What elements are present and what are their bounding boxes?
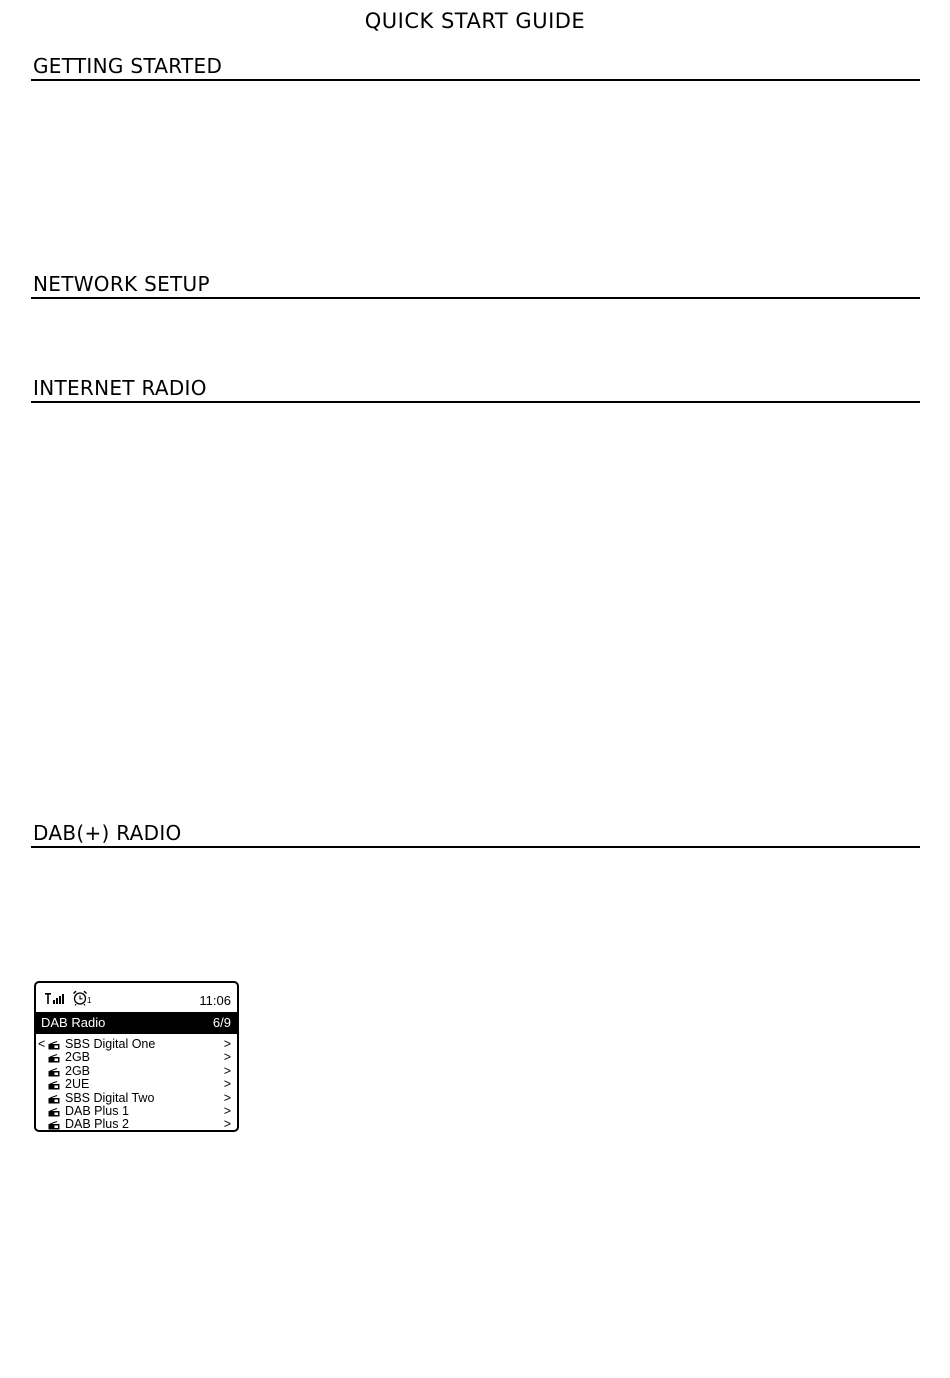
- list-item[interactable]: [36, 1118, 237, 1131]
- list-item[interactable]: [36, 1092, 237, 1105]
- chevron-right-icon: >: [223, 1037, 231, 1051]
- station-name: DAB Plus 2: [65, 1117, 129, 1132]
- chevron-right-icon: >: [223, 1090, 231, 1105]
- section-internet-radio: [31, 373, 920, 403]
- chevron-right-icon: >: [223, 1077, 231, 1092]
- station-list: [36, 1038, 237, 1132]
- list-item[interactable]: [36, 1038, 237, 1051]
- chevron-right-icon: >: [223, 1050, 231, 1065]
- radio-station-icon: [48, 1095, 60, 1104]
- display-header-position: 6/9: [212, 1015, 231, 1030]
- station-name: SBS Digital One: [65, 1037, 156, 1051]
- radio-station-icon: [48, 1054, 60, 1063]
- list-item[interactable]: [36, 1051, 237, 1064]
- signal-strength-icon: [45, 993, 67, 1004]
- radio-station-icon: [48, 1081, 60, 1090]
- station-name: SBS Digital Two: [65, 1090, 155, 1105]
- radio-station-icon: [48, 1121, 60, 1130]
- station-name: 2UE: [65, 1077, 90, 1092]
- display-clock: 11:06: [199, 993, 231, 1008]
- radio-station-icon: [48, 1108, 60, 1117]
- section-heading: GETTING STARTED: [33, 54, 223, 78]
- list-item[interactable]: [36, 1105, 237, 1118]
- chevron-right-icon: >: [223, 1117, 231, 1132]
- back-indicator[interactable]: <: [38, 1037, 46, 1051]
- display-header: [36, 1012, 237, 1034]
- section-getting-started: [31, 51, 920, 81]
- display-header-title: DAB Radio: [41, 1015, 106, 1030]
- page-title: QUICK START GUIDE: [364, 9, 586, 33]
- section-heading: NETWORK SETUP: [33, 272, 210, 296]
- section-heading: DAB(+) RADIO: [33, 821, 182, 845]
- alarm-number: 1: [87, 996, 92, 1005]
- list-item[interactable]: [36, 1065, 237, 1078]
- chevron-right-icon: >: [223, 1063, 231, 1078]
- chevron-right-icon: >: [223, 1103, 231, 1118]
- radio-station-icon: [48, 1068, 60, 1077]
- display-status-bar: [36, 989, 237, 1007]
- section-dab-radio: [31, 818, 920, 848]
- station-name: 2GB: [65, 1063, 91, 1078]
- station-name: DAB Plus 1: [65, 1103, 129, 1118]
- section-heading: INTERNET RADIO: [33, 376, 207, 400]
- radio-display-illustration: [34, 981, 239, 1132]
- radio-station-icon: [48, 1041, 60, 1050]
- station-name: 2GB: [65, 1050, 91, 1065]
- list-item[interactable]: [36, 1078, 237, 1091]
- section-network-setup: [31, 269, 920, 299]
